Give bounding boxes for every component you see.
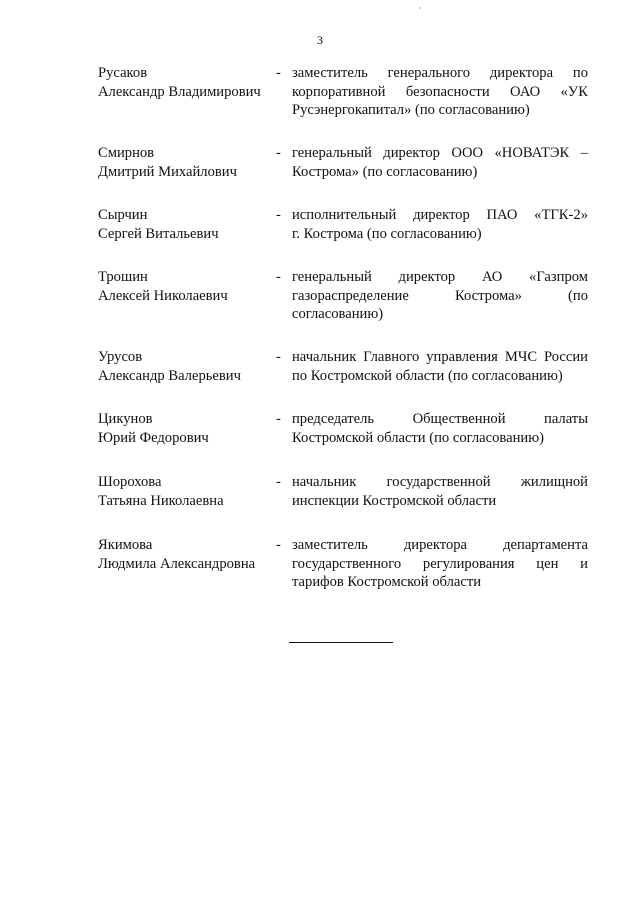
position-line: генеральный директор ООО «НОВАТЭК – bbox=[292, 145, 588, 161]
member-position bbox=[292, 268, 588, 324]
entry-dash: - bbox=[276, 65, 281, 81]
position-line: корпоративной безопасности ОАО «УК bbox=[292, 83, 588, 100]
member-name bbox=[98, 473, 278, 510]
member-position bbox=[292, 536, 588, 592]
end-of-list-rule bbox=[289, 642, 393, 643]
member-position bbox=[292, 144, 588, 181]
member-name bbox=[98, 536, 278, 573]
position-line: начальник Главного управления МЧС России bbox=[292, 349, 588, 365]
position-line: начальник государственной жилищной bbox=[292, 474, 588, 490]
member-given-names: Татьяна Николаевна bbox=[98, 492, 224, 509]
member-given-names: Алексей Николаевич bbox=[98, 287, 228, 304]
page-number: 3 bbox=[317, 33, 323, 47]
member-given-names: Александр Владимирович bbox=[98, 83, 261, 100]
position-line: заместитель директора департамента bbox=[292, 537, 588, 553]
member-surname: Смирнов bbox=[98, 145, 155, 161]
member-name bbox=[98, 268, 278, 305]
member-surname: Якимова bbox=[98, 537, 153, 553]
member-position bbox=[292, 348, 588, 385]
member-position bbox=[292, 410, 588, 447]
member-position bbox=[292, 473, 588, 510]
member-given-names: Людмила Александровна bbox=[98, 555, 256, 572]
scan-artifact-dot bbox=[419, 7, 421, 9]
entry-dash: - bbox=[276, 474, 281, 490]
entry-dash: - bbox=[276, 537, 281, 553]
position-line: г. Кострома (по согласованию) bbox=[292, 225, 482, 242]
member-given-names: Александр Валерьевич bbox=[98, 367, 241, 384]
member-surname: Русаков bbox=[98, 65, 148, 81]
member-surname: Урусов bbox=[98, 349, 143, 365]
position-line: Русэнергокапитал» (по согласованию) bbox=[292, 102, 530, 118]
member-surname: Трошин bbox=[98, 269, 148, 285]
position-line: заместитель генерального директора по bbox=[292, 65, 588, 81]
entry-dash: - bbox=[276, 207, 281, 223]
member-given-names: Дмитрий Михайлович bbox=[98, 163, 237, 180]
position-line: по Костромской области (по согласованию) bbox=[292, 367, 563, 384]
position-line: председатель Общественной палаты bbox=[292, 411, 588, 427]
member-surname: Сырчин bbox=[98, 207, 148, 223]
position-line: Костромской области (по согласованию) bbox=[292, 429, 544, 446]
member-name bbox=[98, 206, 278, 243]
member-name bbox=[98, 348, 278, 385]
member-given-names: Юрий Федорович bbox=[98, 429, 209, 446]
position-line: исполнительный директор ПАО «ТГК-2» bbox=[292, 207, 588, 223]
member-name bbox=[98, 64, 278, 101]
entry-dash: - bbox=[276, 411, 281, 427]
member-surname: Цикунов bbox=[98, 411, 153, 427]
position-line: генеральный директор АО «Газпром bbox=[292, 269, 588, 285]
entry-dash: - bbox=[276, 145, 281, 161]
member-given-names: Сергей Витальевич bbox=[98, 225, 219, 242]
position-line: тарифов Костромской области bbox=[292, 574, 482, 590]
position-line: государственного регулирования цен и bbox=[292, 555, 588, 572]
position-line: Кострома» (по согласованию) bbox=[292, 163, 478, 180]
member-name bbox=[98, 410, 278, 447]
member-surname: Шорохова bbox=[98, 474, 162, 490]
member-position bbox=[292, 206, 588, 243]
position-line: инспекции Костромской области bbox=[292, 492, 497, 509]
entry-dash: - bbox=[276, 269, 281, 285]
entry-dash: - bbox=[276, 349, 281, 365]
member-position bbox=[292, 64, 588, 120]
member-name bbox=[98, 144, 278, 181]
position-line: согласованию) bbox=[292, 306, 384, 322]
position-line: газораспределение Кострома» (по bbox=[292, 287, 588, 304]
